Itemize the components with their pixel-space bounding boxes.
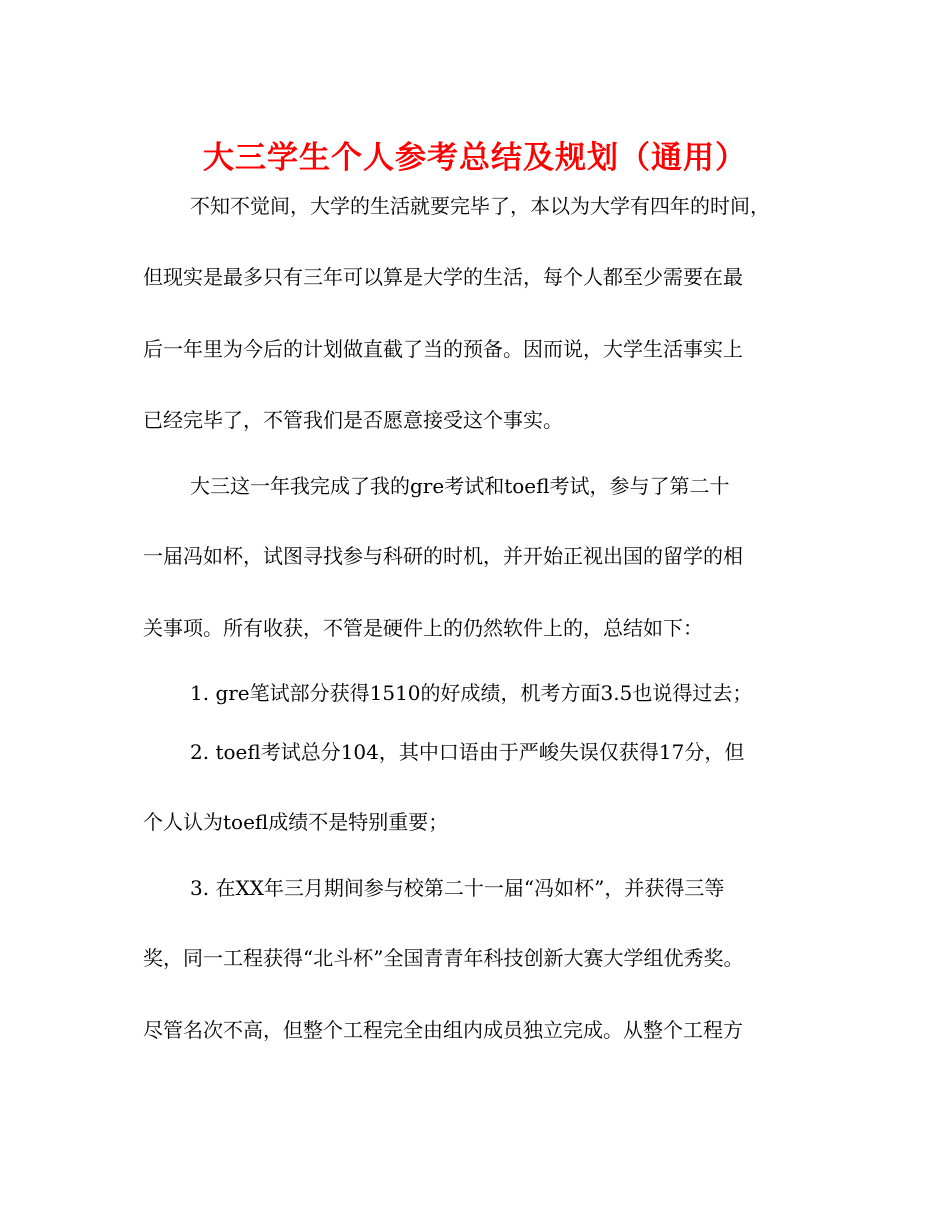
list-item-line: 个人认为toefl成绩不是特别重要； — [143, 810, 449, 834]
list-item-line: 2. toefl考试总分104，其中口语由于严峻失误仅获得17分，但 — [190, 740, 745, 764]
paragraph-line: 一届冯如杯，试图寻找参与科研的时机，并开始正视出国的留学的相 — [143, 544, 743, 568]
document-title: 大三学生个人参考总结及规划（通用） — [203, 140, 747, 176]
list-item-line: 1. gre笔试部分获得1510的好成绩，机考方面3.5也说得过去； — [190, 681, 753, 705]
list-item-line: 尽管名次不高，但整个工程完全由组内成员独立完成。从整个工程方 — [143, 1018, 743, 1042]
paragraph-line: 关事项。所有收获，不管是硬件上的仍然软件上的，总结如下： — [143, 616, 703, 640]
list-item-line: 3. 在XX年三月期间参与校第二十一届“冯如杯”，并获得三等 — [190, 876, 725, 900]
paragraph-line: 不知不觉间，大学的生活就要完毕了，本以为大学有四年的时间， — [190, 194, 770, 218]
list-item-line: 奖，同一工程获得“北斗杯”全国青青年科技创新大赛大学组优秀奖。 — [143, 946, 744, 970]
paragraph-line: 已经完毕了，不管我们是否愿意接受这个事实。 — [143, 408, 563, 432]
paragraph-line: 但现实是最多只有三年可以算是大学的生活，每个人都至少需要在最 — [143, 265, 743, 289]
paragraph-line: 后一年里为今后的计划做直截了当的预备。因而说，大学生活事实上 — [143, 337, 743, 361]
paragraph-line: 大三这一年我完成了我的gre考试和toefl考试，参与了第二十 — [190, 474, 730, 498]
